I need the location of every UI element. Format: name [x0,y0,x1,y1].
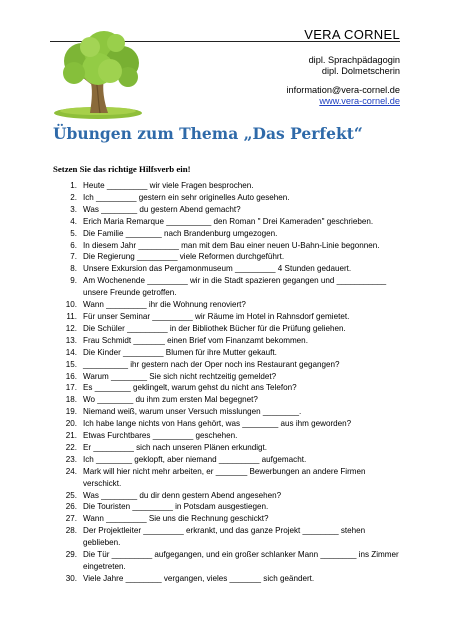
exercise-item [53,513,403,525]
exercise-text: Wo ________ du ihm zum ersten Mal begegnet? [83,395,258,405]
exercise-number: 18. [65,395,77,405]
exercise-item [53,549,403,573]
exercise-text: Die Familie ________ nach Brandenburg umgezogen. [83,228,278,238]
exercise-item [53,406,403,418]
exercise-item [53,335,403,347]
exercise-instruction: Setzen Sie das richtige Hilfsverb ein! [53,164,191,174]
exercise-text: __________ ihr gestern nach der Oper noch ins Restaurant gegangen? [83,359,340,369]
exercise-number: 17. [65,383,77,393]
tree-logo-icon [52,27,148,119]
exercise-item [53,501,403,513]
exercise-text: Der Projektleiter _________ erkrankt, und das ganze Projekt ________ stehen geblieben. [83,526,366,548]
exercise-text: Was ________ du gestern Abend gemacht? [83,204,241,214]
contact-block [286,55,400,107]
qualification-line: dipl. Dolmetscherin [321,66,400,76]
exercise-text: Ich habe lange nichts von Hans gehört, was ________ aus ihm geworden? [83,419,352,429]
exercise-item [53,192,403,204]
exercise-text: Was ________ du dir denn gestern Abend angesehen? [83,490,282,500]
exercise-number: 26. [65,502,77,512]
exercise-number: 19. [65,407,77,417]
exercise-text: Die Touristen _________ in Potsdam ausgestiegen. [83,502,269,512]
exercise-number: 3. [70,204,77,214]
website-link[interactable]: www.vera-cornel.de [319,96,400,106]
exercise-text: Es ________ geklingelt, warum gehst du nicht ans Telefon? [83,383,297,393]
exercise-item [53,430,403,442]
email-address: information@vera-cornel.de [286,85,400,95]
exercise-number: 4. [70,216,77,226]
company-name: VERA CORNEL [304,27,400,42]
exercise-number: 28. [65,526,77,536]
exercise-item [53,180,403,192]
exercise-text: Die Schüler _________ in der Bibliothek Bücher für die Prüfung geliehen. [83,323,346,333]
exercise-item [53,418,403,430]
exercise-number: 16. [65,371,77,381]
exercise-item [53,490,403,502]
exercise-number: 23. [65,454,77,464]
exercise-item [53,323,403,335]
exercise-text: Für unser Seminar _________ wir Räume im Hotel in Rahnsdorf gemietet. [83,311,350,321]
exercise-item [53,371,403,383]
exercise-text: Ich ________ geklopft, aber niemand _________ aufgemacht. [83,454,307,464]
exercise-item [53,454,403,466]
exercise-number: 9. [70,276,77,286]
exercise-item [53,263,403,275]
exercise-text: In diesem Jahr _________ man mit dem Bau einer neuen U-Bahn-Linie begonnen. [83,240,380,250]
exercise-number: 29. [65,550,77,560]
exercise-number: 30. [65,573,77,583]
exercise-item [53,382,403,394]
exercise-item [53,204,403,216]
exercise-item [53,311,403,323]
exercise-item [53,573,403,585]
exercise-text: Frau Schmidt _______ einen Brief vom Finanzamt bekommen. [83,335,308,345]
exercise-text: Niemand weiß, warum unser Versuch misslungen ________. [83,407,302,417]
exercise-number: 14. [65,347,77,357]
exercise-number: 27. [65,514,77,524]
exercise-text: Wann _________ ihr die Wohnung renoviert? [83,300,246,310]
exercise-list [53,180,403,585]
exercise-text: Erich Maria Remarque __________ den Roman " Drei Kameraden" geschrieben. [83,216,374,226]
exercise-number: 22. [65,442,77,452]
exercise-text: Etwas Furchtbares _________ geschehen. [83,431,238,441]
exercise-item [53,442,403,454]
exercise-number: 12. [65,323,77,333]
exercise-number: 6. [70,240,77,250]
exercise-number: 15. [65,359,77,369]
exercise-text: Die Tür _________ aufgegangen, und ein großer schlanker Mann ________ ins Zimmer eingetreten. [83,550,399,571]
exercise-item [53,299,403,311]
exercise-text: Am Wochenende _________ wir in die Stadt spazieren gegangen und ___________ unsere Freunde getroffen. [83,276,387,298]
exercise-text: Viele Jahre ________ vergangen, vieles _______ sich geändert. [83,573,315,583]
exercise-number: 24. [65,466,77,476]
exercise-number: 21. [65,431,77,441]
exercise-text: Die Kinder _________ Blumen für ihre Mutter gekauft. [83,347,277,357]
exercise-item [53,275,403,299]
exercise-text: Er _________ sich nach unseren Plänen erkundigt. [83,442,268,452]
exercise-text: Wann _________ Sie uns die Rechnung geschickt? [83,514,269,524]
exercise-number: 8. [70,264,77,274]
exercise-item [53,216,403,228]
exercise-item [53,359,403,371]
exercise-text: Mark will hier nicht mehr arbeiten, er _______ Bewerbungen an andere Firmen verschickt. [83,466,366,488]
exercise-text: Die Regierung _________ viele Reformen durchgeführt. [83,252,285,262]
qualification-line: dipl. Sprachpädagogin [308,55,400,65]
exercise-text: Heute _________ wir viele Fragen besprochen. [83,181,254,190]
exercise-item [53,240,403,252]
exercise-number: 7. [70,252,77,262]
exercise-number: 1. [70,181,77,190]
exercise-item [53,525,403,549]
exercise-number: 10. [65,300,77,310]
exercise-text: Ich _________ gestern ein sehr originelles Auto gesehen. [83,192,290,202]
page-title: Übungen zum Thema „Das Perfekt“ [53,124,363,143]
exercise-number: 25. [65,490,77,500]
exercise-item [53,228,403,240]
exercise-number: 2. [70,192,77,202]
exercise-item [53,466,403,490]
exercise-item [53,251,403,263]
exercise-number: 20. [65,419,77,429]
exercise-number: 13. [65,335,77,345]
exercise-text: Warum ________ Sie sich nicht rechtzeitig gemeldet? [83,371,277,381]
exercise-item [53,347,403,359]
exercise-number: 5. [70,228,77,238]
exercise-text: Unsere Exkursion das Pergamonmuseum _________ 4 Stunden gedauert. [83,264,352,274]
exercise-number: 11. [66,311,77,321]
exercise-item [53,394,403,406]
